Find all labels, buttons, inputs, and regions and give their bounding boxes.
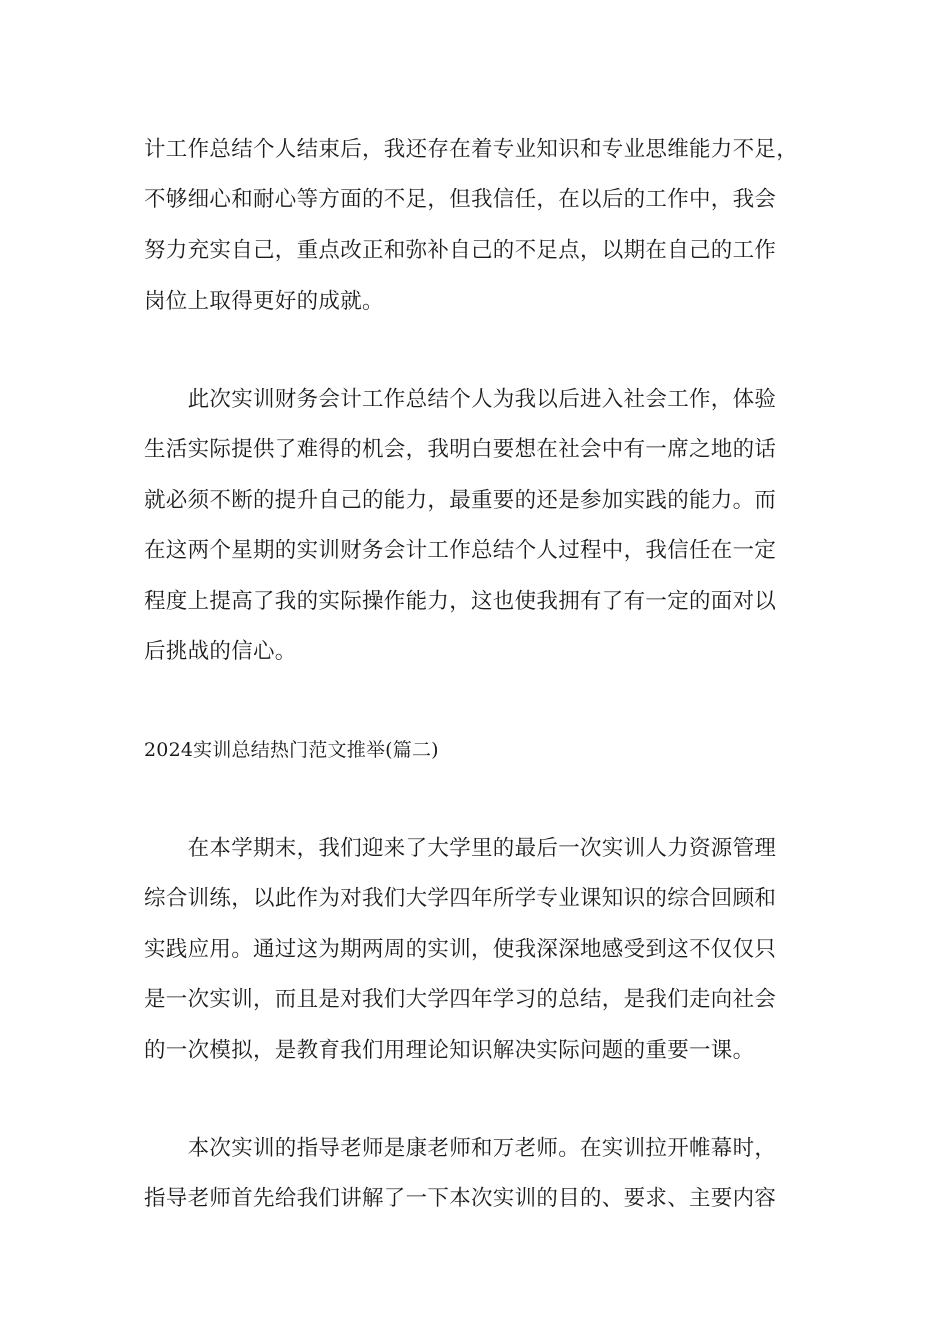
text-line: 不够细心和耐心等方面的不足，但我信任，在以后的工作中，我会 — [144, 187, 777, 212]
text-line: 岗位上取得更好的成就。 — [144, 289, 384, 314]
text-line: 在这两个星期的实训财务会计工作总结个人过程中，我信任在一定 — [144, 538, 777, 563]
text-line: 努力充实自己，重点改正和弥补自己的不足点，以期在自己的工作 — [144, 238, 777, 263]
text-line: 计工作总结个人结束后，我还存在着专业知识和专业思维能力不足， — [144, 137, 799, 162]
text-line: 指导老师首先给我们讲解了一下本次实训的目的、要求、主要内容 — [144, 1186, 777, 1211]
text-line: 就必须不断的提升自己的能力，最重要的还是参加实践的能力。而 — [144, 488, 777, 513]
text-line: 生活实际提供了难得的机会，我明白要想在社会中有一席之地的话 — [144, 437, 777, 462]
text-line: 是一次实训，而且是对我们大学四年学习的总结，是我们走向社会 — [144, 987, 777, 1012]
text-line: 程度上提高了我的实际操作能力，这也使我拥有了有一定的面对以 — [144, 589, 777, 614]
text-line: 综合训练，以此作为对我们大学四年所学专业课知识的综合回顾和 — [144, 886, 777, 911]
text-line: 本次实训的指导老师是康老师和万老师。在实训拉开帷幕时， — [144, 1136, 777, 1161]
text-line: 在本学期末，我们迎来了大学里的最后一次实训人力资源管理 — [144, 836, 777, 861]
text-line: 此次实训财务会计工作总结个人为我以后进入社会工作，体验 — [144, 387, 777, 412]
text-line: 的一次模拟，是教育我们用理论知识解决实际问题的重要一课。 — [144, 1038, 755, 1063]
section-heading: 2024实训总结热门范文推举(篇二) — [144, 739, 439, 761]
text-line: 后挑战的信心。 — [144, 639, 297, 664]
text-line: 实践应用。通过这为期两周的实训，使我深深地感受到这不仅仅只 — [144, 937, 777, 962]
